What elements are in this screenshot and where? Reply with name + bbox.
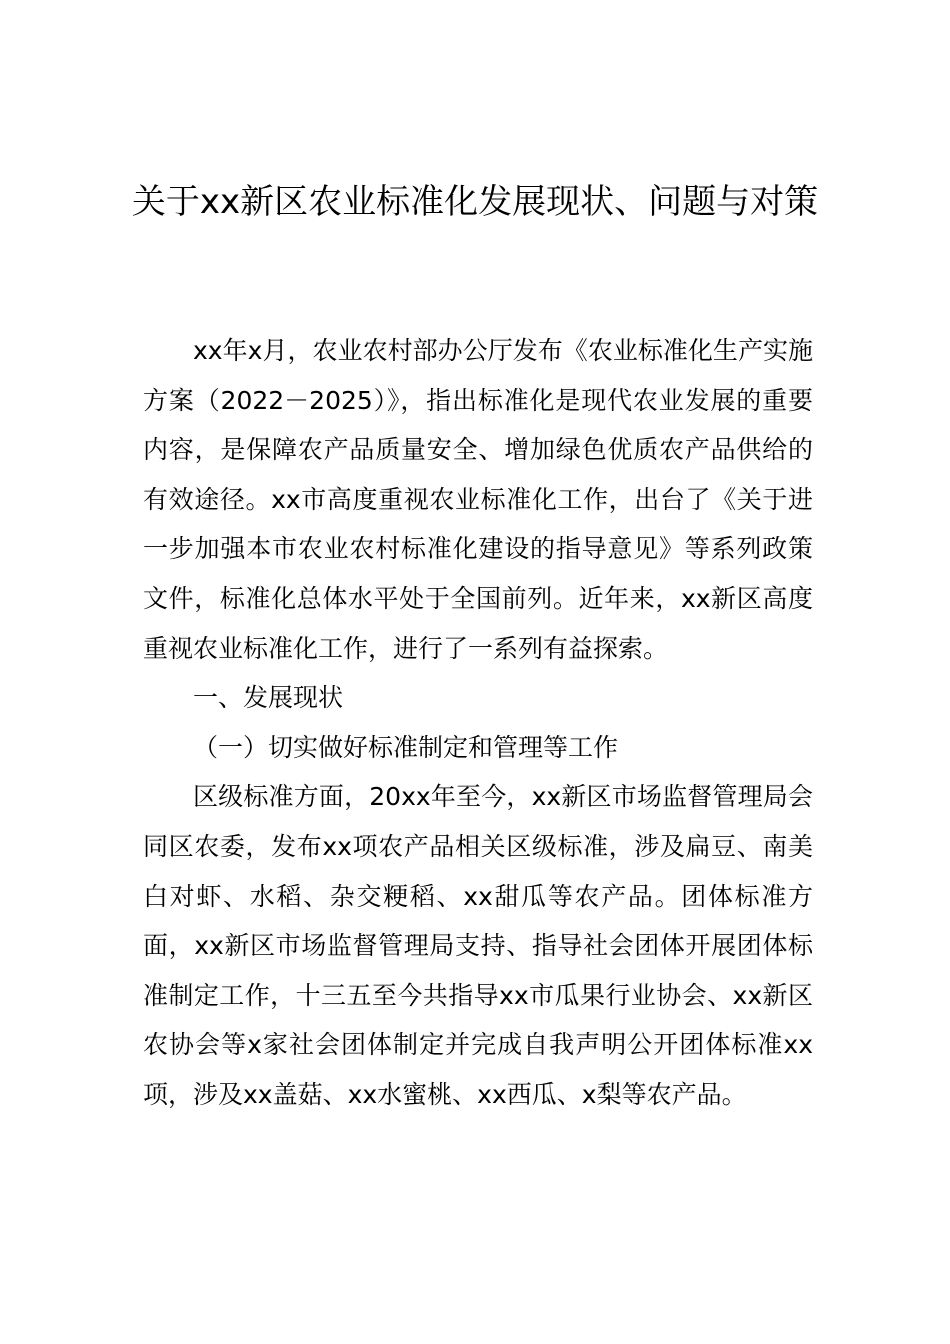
section-heading: 一、发展现状	[193, 683, 344, 713]
subsection-heading: （一）切实做好标准制定和管理等工作	[193, 732, 619, 762]
document-body	[143, 326, 813, 1120]
intro-paragraph: xx年x月，农业农村部办公厅发布《农业标准化生产实施方案（2022－2025）》，指出标准化是现代农业发展的重要内容，是保障农产品质量安全、增加绿色优质农产品供给的有效途径。xx市高度重视农业标准化工作，出台了《关于进一步加强本市农业农村标准化建设的指导意见》等系列政策文件，标准化总体水平处于全国前列。近年来，xx新区高度重视农业标准化工作，进行了一系列有益探索。	[143, 336, 813, 663]
document-title: 关于xx新区农业标准化发展现状、问题与对策	[131, 182, 819, 222]
subsection-paragraph: 区级标准方面，20xx年至今，xx新区市场监督管理局会同区农委，发布xx项农产品相关区级标准，涉及扁豆、南美白对虾、水稻、杂交粳稻、xx甜瓜等农产品。团体标准方面，xx新区市场监督管理局支持、指导社会团体开展团体标准制定工作，十三五至今共指导xx市瓜果行业协会、xx新区农协会等x家社会团体制定并完成自我声明公开团体标准xx项，涉及xx盖菇、xx水蜜桃、xx西瓜、x梨等农产品。	[143, 782, 813, 1109]
